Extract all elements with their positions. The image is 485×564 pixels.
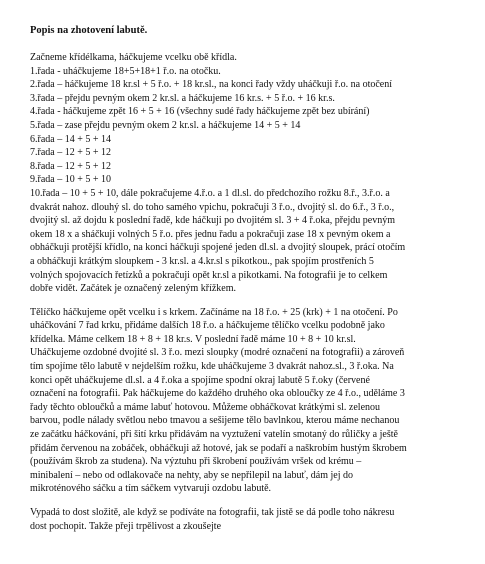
text-line: 3.řada – přejdu pevným okem 2 kr.sl. a háčkujeme 16 kr.s. + 5 ř.o. + 16 kr.s. <box>30 92 335 104</box>
text-line: volných spojovacích řetízků a pokračuji opět kr.sl a pikotkami. Na fotografii je to celkem <box>30 269 388 281</box>
text-line: Začneme křídélkama, háčkujeme vcelku obě křídla. <box>30 52 237 63</box>
text-line: konci opět uháčkujeme dl.sl. a 4 ř.oka a spojíme spodní okraj labutě 5 ř.oky (červené <box>30 374 370 386</box>
text-line: křídelka. Máme celkem 18 + 8 + 18 kr.s. V poslední řadě máme 10 + 8 + 10 kr.sl. <box>30 333 356 345</box>
text-line: minibalení – nebo od odlakovače na nehty, aby se nepřilepil na labuť, dám jej do <box>30 469 353 481</box>
text-line: 6.řada – 14 + 5 + 14 <box>30 133 111 145</box>
text-line: Uháčkujeme ozdobné dvojité sl. 3 ř.o. mezi sloupky (modré označení na fotografii) a zároveň <box>30 347 405 359</box>
text-line: 5.řada – zase přejdu pevným okem 2 kr.sl. a háčkujeme 14 + 5 + 14 <box>30 119 301 131</box>
text-line: dvojitý sl. až dojdu k poslední řadě, kde háčkuji po dvojitém sl. 3 + 4 ř.oka, přejdu pevným <box>30 215 396 227</box>
text-line: 1.řada - uháčkujeme 18+5+18+1 ř.o. na otočku. <box>30 65 221 77</box>
text-line: přidám červenou na zobáček, obháčkuji až hotové, jak se podaří a naškrobím hustým škrobem <box>30 442 407 454</box>
text-line: 7.řada – 12 + 5 + 12 <box>30 147 111 159</box>
text-line: uháčkování 7 řad krku, přidáme dalších 18 ř.o. a háčkujeme tělíčko vcelku podobně jako <box>30 320 385 332</box>
text-line: ze začátku háčkování, při šití krku přidávám na vyztužení vatelín smotaný do růličky a ještě <box>30 429 398 441</box>
text-line: označení na fotografii. Pak háčkujeme do každého druhého oka obloučky ze 4 ř.o., uděláme 3 <box>30 388 405 400</box>
paragraph-gap <box>30 296 469 306</box>
text-line: tím spojíme tělo labutě v nejdelším rožku, kde uháčkujeme 3 dvakrát nahoz.sl., 3 ř.oka. Na <box>30 361 394 373</box>
text-line: dvakrát nahoz. dlouhý sl. do toho samého vpichu, pokračuji 3 ř.o., dvojitý sl. do 6.ř., 3 ř.o., <box>30 201 395 213</box>
text-line: barvou, podle nálady světlou nebo tmavou a sešijeme tělo bavlnkou, kterou máme nechanou <box>30 415 400 427</box>
text-line: řady těchto obloučků a máme labuť hotovou. Můžeme obháčkovat krátkými sl. zelenou <box>30 401 381 413</box>
text-line: mikroténového sáčku a tím sáčkem vytvaruji ozdobu labutě. <box>30 483 272 495</box>
text-line: dobře vidět. Začátek je označený zeleným křížkem. <box>30 283 237 295</box>
document-title: Popis na zhotovení labutě. <box>30 25 148 36</box>
text-line: 2.řada – háčkujeme 18 kr.sl + 5 ř.o. + 18 kr.sl., na konci řady vždy uháčkuji ř.o. na otočení <box>30 79 393 91</box>
paragraph-body <box>30 306 469 496</box>
paragraph-wings <box>30 51 469 296</box>
text-line: Tělíčko háčkujeme opět vcelku i s krkem. Začínáme na 18 ř.o. + 25 (krk) + 1 na otočení. Po <box>30 306 398 318</box>
paragraph-gap <box>30 496 469 506</box>
text-line: obháčkuji protější křídlo, na konci háčkuji spojené jeden dl.sl. a dvojitý sloupek, prácí otočím <box>30 242 406 254</box>
text-line: a obháčkuji krátkým sloupkem - 3 kr.sl. a 4.kr.sl s pikotkou., pak spojím prostřeních 5 <box>30 255 374 267</box>
text-line: 9.řada – 10 + 5 + 10 <box>30 174 111 186</box>
text-line: okem 18 x a sháčkuji volných 5 ř.o. přes jednu řadu a pokračuji zase 18 x pevným okem a <box>30 228 391 240</box>
paragraph-closing <box>30 506 469 533</box>
text-line: 4.řada - háčkujeme zpět 16 + 5 + 16 (všechny sudé řady háčkujeme zpět bez ubírání) <box>30 106 370 118</box>
text-line: 8.řada – 12 + 5 + 12 <box>30 160 111 172</box>
text-line: (používám škrob za studena). Na výztuhu při škrobení používám vršek od krému – <box>30 456 362 468</box>
text-line: 10.řada – 10 + 5 + 10, dále pokračujeme 4.ř.o. a 1 dl.sl. do předchozího rožku 8.ř., 3.ř.o. a <box>30 187 390 199</box>
text-line: Vypadá to dost složitě, ale když se podíváte na fotografii, tak jistě se dá podle toho nákresu <box>30 507 395 518</box>
text-line: dost pochopit. Takže přeji trpělivost a zkoušejte <box>30 520 222 532</box>
